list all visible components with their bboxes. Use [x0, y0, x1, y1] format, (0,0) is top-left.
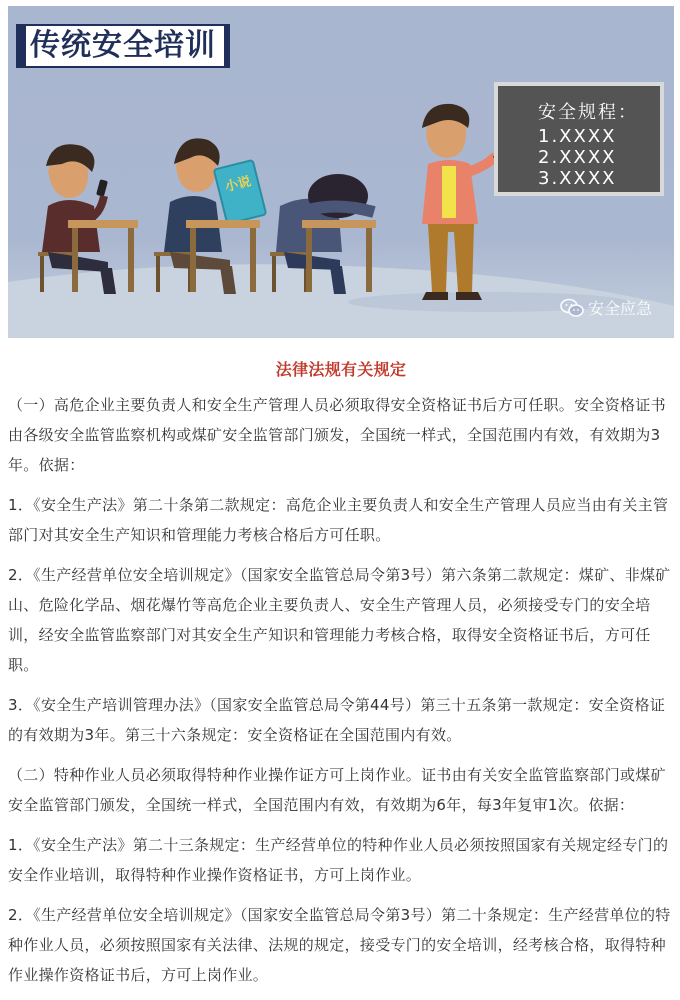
paragraph: 1．《安全生产法》第二十三条规定：生产经营单位的特种作业人员必须按照国家有关规定经专门的安全作业培训，取得特种作业操作资格证书，方可上岗作业。: [8, 836, 669, 884]
paragraph: 1．《安全生产法》第二十条第二款规定：高危企业主要负责人和安全生产管理人员应当由有关主管部门对其安全生产知识和管理能力考核合格后方可任职。: [8, 496, 669, 544]
board-item: 1.XXXX: [538, 126, 617, 147]
watermark-text: 安全应急: [587, 299, 652, 318]
board-item: 2.XXXX: [538, 147, 617, 168]
book-label: 小说: [223, 174, 253, 196]
article-heading: 法律法规有关规定: [275, 360, 407, 379]
board-title: 安全规程：: [538, 102, 638, 123]
illustration-image: [8, 6, 674, 338]
board-list: [538, 126, 617, 189]
paragraph: （一）高危企业主要负责人和安全生产管理人员必须取得安全资格证书后方可任职。安全资格证书由各级安全监管监察机构或煤矿安全监管部门颁发，全国统一样式，全国范围内有效，有效期为3年。依据：: [8, 396, 666, 474]
board-item: 3.XXXX: [538, 168, 617, 189]
wechat-icon: [560, 298, 584, 318]
paragraph: 2．《生产经营单位安全培训规定》（国家安全监管总局令第3号）第二十条规定：生产经营单位的特种作业人员，必须按照国家有关法律、法规的规定，接受专门的安全培训，经考核合格，取得特种作业操作资格证书后，方可上岗作业。: [8, 906, 671, 984]
article-body: [8, 352, 674, 1000]
watermark: [560, 296, 652, 319]
paragraph: 3．《安全生产培训管理办法》（国家安全监管总局令第44号）第三十五条第一款规定：安全资格证的有效期为3年。第三十六条规定：安全资格证在全国范围内有效。: [8, 696, 666, 744]
blackboard: [494, 82, 664, 196]
paragraph: 2．《生产经营单位安全培训规定》（国家安全监管总局令第3号）第六条第二款规定：煤矿、非煤矿山、危险化学品、烟花爆竹等高危企业主要负责人、安全生产管理人员，必须接受专门的安全培训，经安全监管监察部门对其安全生产知识和管理能力考核合格，取得安全资格证书后，方可任职。: [8, 566, 671, 674]
banner-title: 传统安全培训: [16, 24, 230, 68]
paragraph: （二）特种作业人员必须取得特种作业操作证方可上岗作业。证书由有关安全监管监察部门或煤矿安全监管部门颁发，全国统一样式，全国范围内有效，有效期为6年，每3年复审1次。依据：: [8, 766, 666, 814]
